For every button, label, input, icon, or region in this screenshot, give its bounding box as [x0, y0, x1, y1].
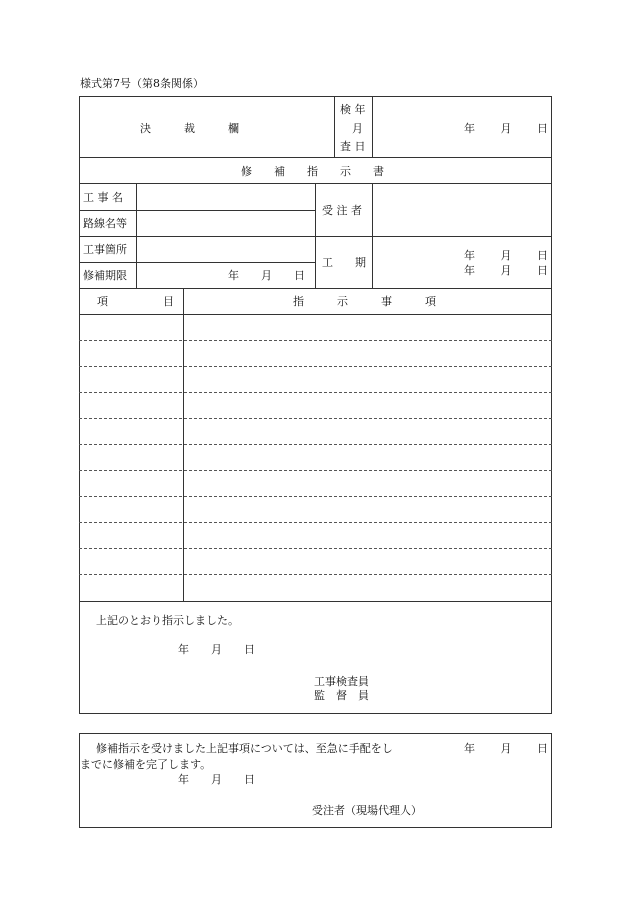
work-period-start: 年 月 日: [464, 249, 548, 262]
form-title: 修 補 指 示 書: [241, 165, 384, 178]
approval-label: 決 裁 欄: [140, 122, 239, 135]
table-row-separator: [79, 392, 552, 393]
acceptance-date: 年 月 日: [178, 773, 255, 786]
route-name-label: 路線名等: [83, 217, 127, 230]
table-row-separator: [79, 444, 552, 445]
table-row-separator: [79, 366, 552, 367]
work-location-label: 工事箇所: [83, 243, 127, 256]
table-row-separator: [79, 574, 552, 575]
column-header-instruction: 指 示 事 項: [293, 295, 436, 308]
acceptance-text-line2: までに修補を完了します。: [80, 758, 212, 771]
inspection-date: 年 月 日: [464, 122, 548, 135]
acceptance-completion-date: 年 月 日: [464, 742, 548, 755]
form-number: 様式第7号（第8条関係）: [80, 77, 204, 90]
supervisor-label: 監 督 員: [314, 689, 369, 702]
work-period-label: 工 期: [322, 256, 366, 269]
instruction-date: 年 月 日: [178, 643, 255, 656]
contractor-signer-label: 受注者（現場代理人）: [312, 804, 422, 817]
table-row-separator: [79, 548, 552, 549]
column-header-item: 項 目: [97, 295, 174, 308]
table-row-separator: [79, 470, 552, 471]
table-row-separator: [79, 340, 552, 341]
table-row-separator: [79, 522, 552, 523]
inspection-label-top: 検 年: [340, 103, 366, 116]
inspector-label: 工事検査員: [314, 675, 369, 688]
work-name-label: 工 事 名: [83, 191, 123, 204]
table-row-separator: [79, 496, 552, 497]
repair-deadline-date: 年 月 日: [228, 269, 305, 282]
contractor-label: 受 注 者: [322, 204, 362, 217]
work-period-end: 年 月 日: [464, 264, 548, 277]
table-row-separator: [79, 418, 552, 419]
acceptance-text-line1: 修補指示を受けました上記事項については、至急に手配をし: [96, 742, 393, 755]
instruction-statement: 上記のとおり指示しました。: [96, 614, 239, 627]
repair-deadline-label: 修補期限: [83, 269, 127, 282]
inspection-label-mid: 月: [352, 122, 363, 135]
inspection-label-bottom: 査 日: [340, 140, 366, 153]
